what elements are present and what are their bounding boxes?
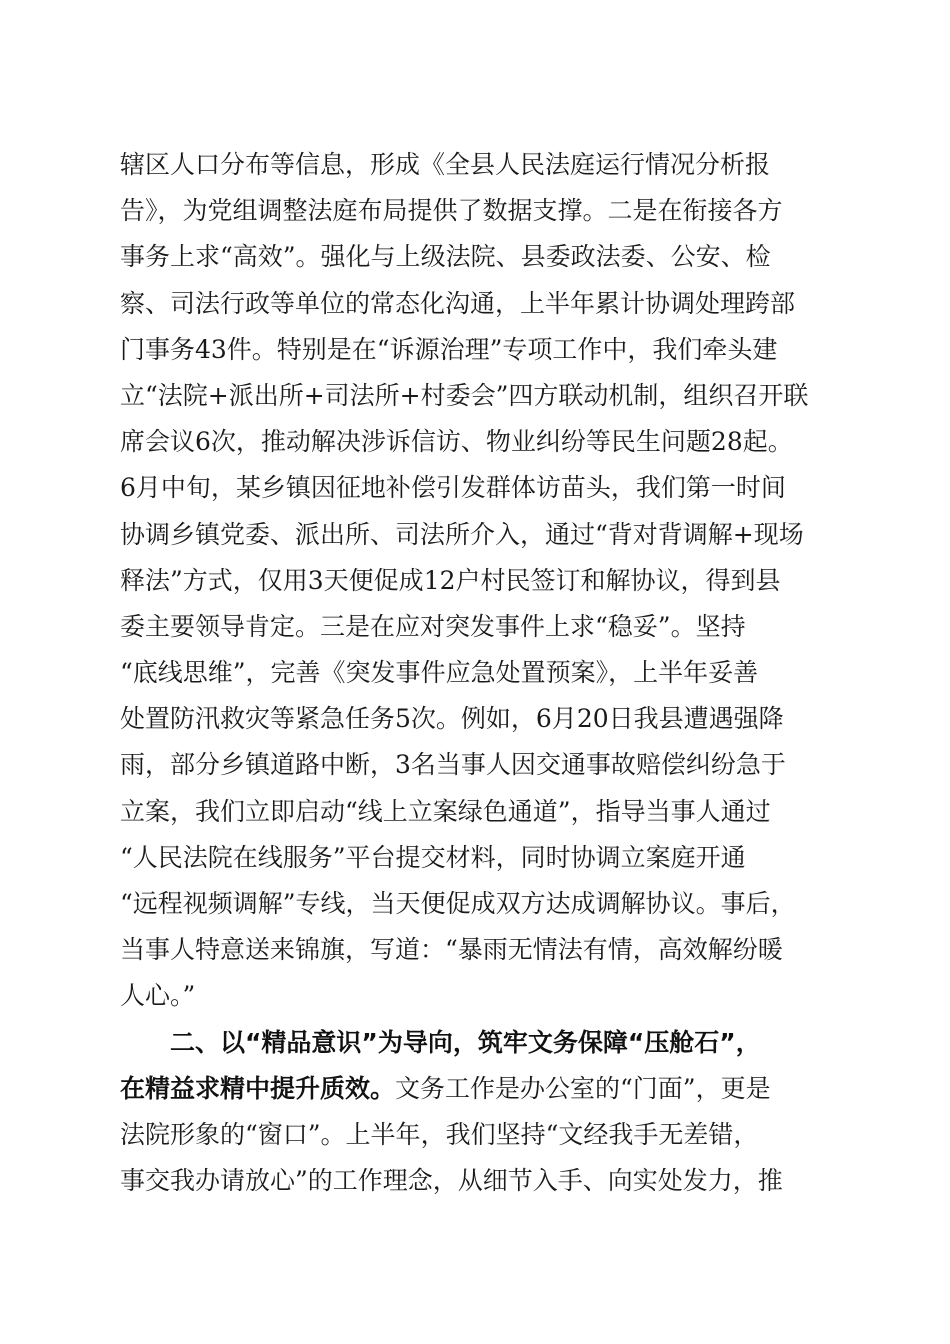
section-heading: 二、以“精品意识”为导向，筑牢文务保障“压舱石”， xyxy=(170,1027,761,1057)
paragraph-line-19: 人心。” xyxy=(120,981,196,1011)
section-body-line-2: 事交我办请放心”的工作理念，从细节入手、向实处发力，推 xyxy=(120,1166,783,1196)
section-body-start: 文务工作是办公室的“门面”，更是 xyxy=(395,1073,771,1103)
paragraph-line-18: 当事人特意送来锦旗，写道：“暴雨无情法有情，高效解纷暖 xyxy=(120,935,783,965)
paragraph-line-11: 委主要领导肯定。三是在应对突发事件上求“稳妥”。坚持 xyxy=(120,611,746,641)
body-text xyxy=(120,142,840,1204)
paragraph-line-6: 立“法院+派出所+司法所+村委会”四方联动机制，组织召开联 xyxy=(120,380,809,410)
paragraph-line-15: 立案，我们立即启动“线上立案绿色通道”，指导当事人通过 xyxy=(120,796,771,826)
paragraph-line-8: 6月中旬，某乡镇因征地补偿引发群体访苗头，我们第一时间 xyxy=(120,473,786,503)
paragraph-line-12: “底线思维”，完善《突发事件应急处置预案》，上半年妥善 xyxy=(120,658,759,688)
section-body-line-1: 法院形象的“窗口”。上半年，我们坚持“文经我手无差错， xyxy=(120,1119,759,1149)
section-heading-tail: 在精益求精中提升质效。 xyxy=(120,1073,396,1103)
paragraph-line-2: 告》，为党组调整法庭布局提供了数据支撑。二是在衔接各方 xyxy=(120,196,783,226)
paragraph-line-10: 释法”方式，仅用3天便促成12户村民签订和解协议，得到县 xyxy=(120,565,781,595)
paragraph-line-16: “人民法院在线服务”平台提交材料，同时协调立案庭开通 xyxy=(120,842,746,872)
paragraph-line-5: 门事务43件。特别是在“诉源治理”专项工作中，我们牵头建 xyxy=(120,334,778,364)
section-heading-continuation xyxy=(120,1066,840,1112)
paragraph-line-14: 雨，部分乡镇道路中断，3名当事人因交通事故赔偿纠纷急于 xyxy=(120,750,786,780)
paragraph-line-9: 协调乡镇党委、派出所、司法所介入，通过“背对背调解+现场 xyxy=(120,519,804,549)
paragraph-line-1: 辖区人口分布等信息，形成《全县人民法庭运行情况分析报 xyxy=(120,150,771,179)
paragraph-line-13: 处置防汛救灾等紧急任务5次。例如，6月20日我县遭遇强降 xyxy=(120,704,784,734)
paragraph-line-3: 事务上求“高效”。强化与上级法院、县委政法委、公安、检 xyxy=(120,242,771,272)
paragraph-line-7: 席会议6次，推动解决涉诉信访、物业纠纷等民生问题28起。 xyxy=(120,427,793,457)
paragraph-line-17: “远程视频调解”专线，当天便促成双方达成调解协议。事后， xyxy=(120,889,796,918)
paragraph-line-4: 察、司法行政等单位的常态化沟通，上半年累计协调处理跨部 xyxy=(120,288,796,318)
